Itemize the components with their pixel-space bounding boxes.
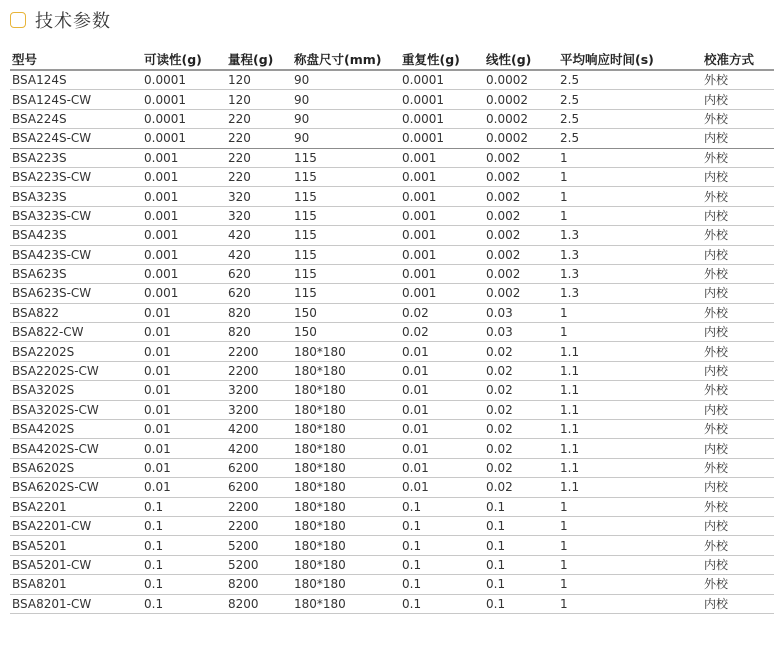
cell-calibration: 内校	[702, 555, 774, 574]
cell-capacity: 820	[226, 303, 292, 322]
cell-response-time: 1.3	[558, 284, 702, 303]
table-row	[10, 264, 774, 283]
cell-linearity: 0.0002	[484, 90, 558, 109]
spec-table	[10, 49, 774, 614]
table-header-row	[10, 49, 774, 70]
cell-linearity: 0.03	[484, 323, 558, 342]
cell-response-time: 2.5	[558, 90, 702, 109]
cell-repeatability: 0.001	[400, 226, 484, 245]
cell-repeatability: 0.0001	[400, 90, 484, 109]
cell-calibration: 外校	[702, 264, 774, 283]
cell-repeatability: 0.0001	[400, 109, 484, 128]
cell-linearity: 0.002	[484, 245, 558, 264]
table-row	[10, 439, 774, 458]
cell-pan-size: 90	[292, 70, 400, 90]
cell-pan-size: 115	[292, 245, 400, 264]
cell-pan-size: 180*180	[292, 575, 400, 594]
cell-calibration: 内校	[702, 167, 774, 186]
table-row	[10, 516, 774, 535]
cell-response-time: 1	[558, 303, 702, 322]
cell-model: BSA223S	[10, 148, 142, 167]
cell-calibration: 内校	[702, 594, 774, 613]
cell-readability: 0.01	[142, 342, 226, 361]
cell-model: BSA3202S	[10, 381, 142, 400]
table-row	[10, 594, 774, 613]
cell-response-time: 1.1	[558, 478, 702, 497]
cell-calibration: 外校	[702, 458, 774, 477]
table-row	[10, 187, 774, 206]
cell-linearity: 0.002	[484, 167, 558, 186]
cell-readability: 0.0001	[142, 129, 226, 148]
header-response-time: 平均响应时间(s)	[558, 49, 702, 70]
cell-capacity: 620	[226, 264, 292, 283]
cell-pan-size: 90	[292, 90, 400, 109]
table-row	[10, 400, 774, 419]
cell-response-time: 2.5	[558, 109, 702, 128]
cell-linearity: 0.02	[484, 420, 558, 439]
cell-model: BSA2201-CW	[10, 516, 142, 535]
cell-model: BSA4202S-CW	[10, 439, 142, 458]
cell-capacity: 320	[226, 206, 292, 225]
cell-model: BSA323S	[10, 187, 142, 206]
cell-readability: 0.001	[142, 148, 226, 167]
cell-linearity: 0.03	[484, 303, 558, 322]
cell-calibration: 外校	[702, 109, 774, 128]
cell-repeatability: 0.1	[400, 497, 484, 516]
cell-response-time: 1	[558, 497, 702, 516]
cell-calibration: 内校	[702, 206, 774, 225]
table-row	[10, 361, 774, 380]
cell-pan-size: 180*180	[292, 594, 400, 613]
cell-response-time: 1	[558, 323, 702, 342]
cell-pan-size: 180*180	[292, 420, 400, 439]
cell-repeatability: 0.0001	[400, 129, 484, 148]
cell-linearity: 0.002	[484, 284, 558, 303]
cell-response-time: 2.5	[558, 129, 702, 148]
table-row	[10, 420, 774, 439]
cell-response-time: 1.1	[558, 361, 702, 380]
cell-capacity: 2200	[226, 361, 292, 380]
cell-model: BSA6202S-CW	[10, 478, 142, 497]
cell-calibration: 内校	[702, 361, 774, 380]
cell-capacity: 220	[226, 109, 292, 128]
table-row	[10, 284, 774, 303]
cell-response-time: 1.1	[558, 439, 702, 458]
cell-repeatability: 0.1	[400, 516, 484, 535]
table-row	[10, 323, 774, 342]
table-row	[10, 148, 774, 167]
cell-repeatability: 0.001	[400, 167, 484, 186]
cell-capacity: 5200	[226, 555, 292, 574]
cell-pan-size: 180*180	[292, 400, 400, 419]
cell-linearity: 0.002	[484, 206, 558, 225]
cell-linearity: 0.02	[484, 361, 558, 380]
cell-model: BSA224S	[10, 109, 142, 128]
cell-readability: 0.01	[142, 361, 226, 380]
cell-capacity: 220	[226, 148, 292, 167]
table-row	[10, 206, 774, 225]
cell-model: BSA6202S	[10, 458, 142, 477]
cell-repeatability: 0.01	[400, 439, 484, 458]
cell-linearity: 0.02	[484, 400, 558, 419]
cell-response-time: 1.3	[558, 264, 702, 283]
cell-readability: 0.0001	[142, 109, 226, 128]
cell-capacity: 120	[226, 90, 292, 109]
cell-readability: 0.01	[142, 458, 226, 477]
cell-response-time: 1	[558, 575, 702, 594]
cell-model: BSA2202S-CW	[10, 361, 142, 380]
cell-calibration: 外校	[702, 497, 774, 516]
cell-response-time: 1.1	[558, 381, 702, 400]
cell-model: BSA4202S	[10, 420, 142, 439]
table-row	[10, 109, 774, 128]
table-row	[10, 342, 774, 361]
cell-repeatability: 0.0001	[400, 70, 484, 90]
cell-readability: 0.001	[142, 226, 226, 245]
header-readability: 可读性(g)	[142, 49, 226, 70]
cell-response-time: 1.3	[558, 226, 702, 245]
cell-repeatability: 0.01	[400, 458, 484, 477]
cell-repeatability: 0.001	[400, 284, 484, 303]
cell-pan-size: 180*180	[292, 516, 400, 535]
cell-linearity: 0.1	[484, 575, 558, 594]
cell-capacity: 320	[226, 187, 292, 206]
cell-capacity: 620	[226, 284, 292, 303]
cell-capacity: 2200	[226, 342, 292, 361]
cell-readability: 0.1	[142, 536, 226, 555]
cell-capacity: 120	[226, 70, 292, 90]
cell-calibration: 外校	[702, 536, 774, 555]
cell-linearity: 0.02	[484, 478, 558, 497]
table-row	[10, 129, 774, 148]
header-capacity: 量程(g)	[226, 49, 292, 70]
cell-readability: 0.0001	[142, 70, 226, 90]
cell-calibration: 内校	[702, 516, 774, 535]
section-header	[10, 8, 111, 32]
cell-model: BSA822-CW	[10, 323, 142, 342]
cell-calibration: 外校	[702, 226, 774, 245]
cell-response-time: 1.1	[558, 342, 702, 361]
cell-response-time: 1	[558, 516, 702, 535]
cell-capacity: 6200	[226, 458, 292, 477]
cell-repeatability: 0.001	[400, 187, 484, 206]
table-row	[10, 90, 774, 109]
cell-response-time: 1	[558, 594, 702, 613]
cell-response-time: 1	[558, 206, 702, 225]
cell-readability: 0.001	[142, 264, 226, 283]
cell-readability: 0.01	[142, 323, 226, 342]
cell-repeatability: 0.1	[400, 555, 484, 574]
cell-readability: 0.001	[142, 284, 226, 303]
table-row	[10, 226, 774, 245]
cell-model: BSA8201	[10, 575, 142, 594]
table-row	[10, 70, 774, 90]
cell-pan-size: 180*180	[292, 458, 400, 477]
cell-calibration: 内校	[702, 323, 774, 342]
cell-response-time: 1	[558, 555, 702, 574]
table-row	[10, 303, 774, 322]
cell-repeatability: 0.1	[400, 575, 484, 594]
cell-capacity: 4200	[226, 439, 292, 458]
cell-linearity: 0.02	[484, 439, 558, 458]
cell-repeatability: 0.01	[400, 420, 484, 439]
cell-capacity: 5200	[226, 536, 292, 555]
cell-readability: 0.001	[142, 206, 226, 225]
cell-capacity: 420	[226, 226, 292, 245]
cell-linearity: 0.02	[484, 458, 558, 477]
cell-capacity: 220	[226, 167, 292, 186]
cell-readability: 0.01	[142, 478, 226, 497]
cell-calibration: 内校	[702, 439, 774, 458]
cell-calibration: 外校	[702, 381, 774, 400]
cell-pan-size: 180*180	[292, 497, 400, 516]
cell-readability: 0.01	[142, 400, 226, 419]
cell-calibration: 内校	[702, 284, 774, 303]
cell-pan-size: 180*180	[292, 381, 400, 400]
cell-calibration: 外校	[702, 148, 774, 167]
cell-repeatability: 0.001	[400, 264, 484, 283]
cell-linearity: 0.1	[484, 555, 558, 574]
header-model: 型号	[10, 49, 142, 70]
cell-calibration: 内校	[702, 129, 774, 148]
cell-calibration: 外校	[702, 575, 774, 594]
cell-calibration: 外校	[702, 303, 774, 322]
cell-linearity: 0.0002	[484, 129, 558, 148]
cell-readability: 0.01	[142, 420, 226, 439]
cell-response-time: 1	[558, 187, 702, 206]
cell-repeatability: 0.02	[400, 303, 484, 322]
cell-response-time: 2.5	[558, 70, 702, 90]
cell-model: BSA3202S-CW	[10, 400, 142, 419]
cell-readability: 0.01	[142, 381, 226, 400]
cell-readability: 0.1	[142, 555, 226, 574]
cell-model: BSA5201	[10, 536, 142, 555]
cell-response-time: 1.1	[558, 458, 702, 477]
cell-model: BSA224S-CW	[10, 129, 142, 148]
cell-pan-size: 180*180	[292, 536, 400, 555]
cell-capacity: 3200	[226, 381, 292, 400]
header-repeatability: 重复性(g)	[400, 49, 484, 70]
table-row	[10, 458, 774, 477]
cell-model: BSA8201-CW	[10, 594, 142, 613]
cell-calibration: 内校	[702, 245, 774, 264]
cell-repeatability: 0.001	[400, 206, 484, 225]
header-linearity: 线性(g)	[484, 49, 558, 70]
cell-model: BSA423S-CW	[10, 245, 142, 264]
cell-linearity: 0.002	[484, 264, 558, 283]
cell-readability: 0.001	[142, 167, 226, 186]
cell-readability: 0.1	[142, 497, 226, 516]
cell-repeatability: 0.01	[400, 381, 484, 400]
cell-model: BSA623S	[10, 264, 142, 283]
cell-pan-size: 115	[292, 148, 400, 167]
cell-pan-size: 180*180	[292, 361, 400, 380]
cell-model: BSA2201	[10, 497, 142, 516]
cell-response-time: 1	[558, 148, 702, 167]
table-row	[10, 478, 774, 497]
cell-model: BSA822	[10, 303, 142, 322]
cell-readability: 0.1	[142, 594, 226, 613]
table-row	[10, 497, 774, 516]
section-title: 技术参数	[35, 11, 111, 32]
cell-calibration: 外校	[702, 342, 774, 361]
cell-calibration: 内校	[702, 90, 774, 109]
cell-calibration: 内校	[702, 478, 774, 497]
cell-linearity: 0.1	[484, 516, 558, 535]
cell-model: BSA423S	[10, 226, 142, 245]
cell-linearity: 0.002	[484, 226, 558, 245]
cell-pan-size: 180*180	[292, 478, 400, 497]
cell-capacity: 2200	[226, 497, 292, 516]
cell-response-time: 1.1	[558, 400, 702, 419]
table-row	[10, 381, 774, 400]
cell-repeatability: 0.1	[400, 536, 484, 555]
cell-linearity: 0.1	[484, 497, 558, 516]
cell-pan-size: 115	[292, 187, 400, 206]
cell-pan-size: 180*180	[292, 439, 400, 458]
cell-capacity: 820	[226, 323, 292, 342]
header-calibration: 校准方式	[702, 49, 774, 70]
cell-readability: 0.001	[142, 187, 226, 206]
header-pan-size: 称盘尺寸(mm)	[292, 49, 400, 70]
cell-repeatability: 0.001	[400, 148, 484, 167]
cell-model: BSA124S	[10, 70, 142, 90]
cell-calibration: 外校	[702, 420, 774, 439]
table-row	[10, 555, 774, 574]
cell-repeatability: 0.02	[400, 323, 484, 342]
cell-capacity: 420	[226, 245, 292, 264]
cell-readability: 0.1	[142, 575, 226, 594]
cell-linearity: 0.0002	[484, 70, 558, 90]
cell-pan-size: 115	[292, 264, 400, 283]
cell-response-time: 1	[558, 167, 702, 186]
cell-response-time: 1.1	[558, 420, 702, 439]
table-row	[10, 575, 774, 594]
cell-model: BSA2202S	[10, 342, 142, 361]
cell-readability: 0.001	[142, 245, 226, 264]
cell-repeatability: 0.1	[400, 594, 484, 613]
cell-pan-size: 180*180	[292, 342, 400, 361]
cell-capacity: 3200	[226, 400, 292, 419]
cell-repeatability: 0.01	[400, 342, 484, 361]
cell-pan-size: 90	[292, 109, 400, 128]
table-row	[10, 167, 774, 186]
cell-linearity: 0.0002	[484, 109, 558, 128]
cell-pan-size: 90	[292, 129, 400, 148]
table-row	[10, 245, 774, 264]
cell-pan-size: 115	[292, 167, 400, 186]
cell-linearity: 0.002	[484, 148, 558, 167]
cell-calibration: 外校	[702, 187, 774, 206]
cell-repeatability: 0.001	[400, 245, 484, 264]
cell-capacity: 8200	[226, 575, 292, 594]
cell-linearity: 0.02	[484, 342, 558, 361]
cell-model: BSA223S-CW	[10, 167, 142, 186]
cell-capacity: 220	[226, 129, 292, 148]
cell-linearity: 0.1	[484, 594, 558, 613]
cell-linearity: 0.1	[484, 536, 558, 555]
cell-model: BSA323S-CW	[10, 206, 142, 225]
cell-response-time: 1	[558, 536, 702, 555]
cell-readability: 0.01	[142, 303, 226, 322]
cell-pan-size: 115	[292, 206, 400, 225]
cell-model: BSA124S-CW	[10, 90, 142, 109]
cell-repeatability: 0.01	[400, 478, 484, 497]
cell-calibration: 外校	[702, 70, 774, 90]
cell-capacity: 8200	[226, 594, 292, 613]
cell-calibration: 内校	[702, 400, 774, 419]
table-body	[10, 70, 774, 613]
cell-pan-size: 150	[292, 303, 400, 322]
cell-linearity: 0.02	[484, 381, 558, 400]
section-marker-icon	[10, 12, 26, 28]
cell-readability: 0.0001	[142, 90, 226, 109]
cell-readability: 0.1	[142, 516, 226, 535]
cell-repeatability: 0.01	[400, 361, 484, 380]
cell-pan-size: 115	[292, 226, 400, 245]
cell-capacity: 6200	[226, 478, 292, 497]
cell-linearity: 0.002	[484, 187, 558, 206]
cell-model: BSA623S-CW	[10, 284, 142, 303]
table-row	[10, 536, 774, 555]
cell-pan-size: 180*180	[292, 555, 400, 574]
cell-pan-size: 115	[292, 284, 400, 303]
cell-repeatability: 0.01	[400, 400, 484, 419]
cell-readability: 0.01	[142, 439, 226, 458]
cell-model: BSA5201-CW	[10, 555, 142, 574]
cell-capacity: 4200	[226, 420, 292, 439]
cell-pan-size: 150	[292, 323, 400, 342]
cell-capacity: 2200	[226, 516, 292, 535]
cell-response-time: 1.3	[558, 245, 702, 264]
